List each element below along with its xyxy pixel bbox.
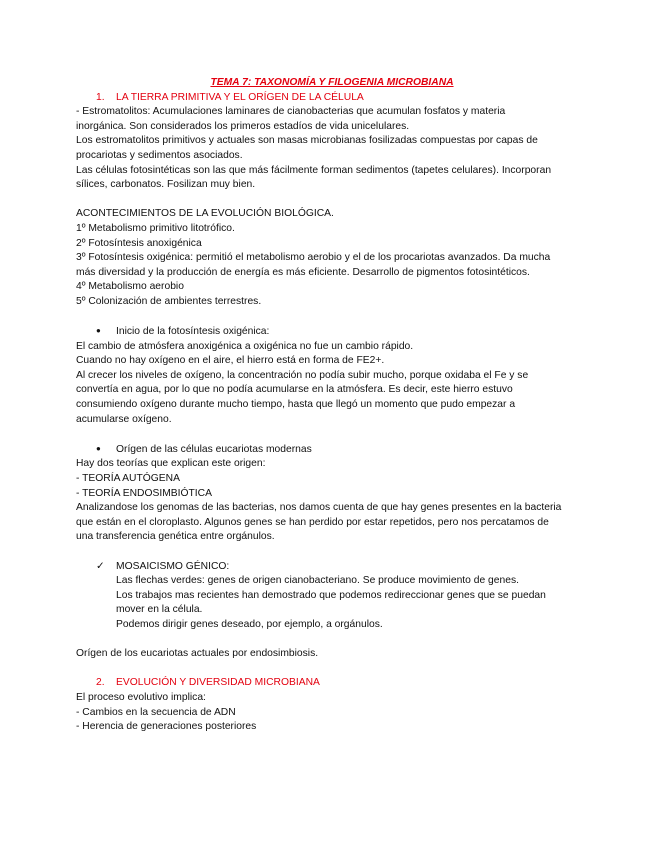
document-title: TEMA 7: TAXONOMÍA Y FILOGENIA MICROBIANA bbox=[210, 77, 454, 88]
bullet-label: Orígen de las células eucariotas modernas bbox=[116, 443, 312, 455]
event-item: 3º Fotosíntesis oxigénica: permitió el metabolismo aerobio y el de los procariotas avanzados. Da mucha bbox=[76, 252, 551, 264]
spacer bbox=[76, 545, 576, 560]
bullet-item bbox=[76, 324, 576, 340]
indented-line: Podemos dirigir genes deseado, por ejemplo, a orgánulos. bbox=[116, 618, 383, 630]
paragraph-line: El proceso evolutivo implica: bbox=[76, 691, 206, 703]
paragraph-line: Orígen de los eucariotas actuales por endosimbiosis. bbox=[76, 648, 319, 660]
checkmark-icon: ✓ bbox=[96, 560, 105, 572]
paragraph-line: Los estromatolitos primitivos y actuales son masas microbianas fosilizadas compuestas por capas de bbox=[76, 135, 538, 147]
paragraph-line: sílices, carbonatos. Fosilizan muy bien. bbox=[76, 179, 256, 191]
checklist-item bbox=[76, 560, 576, 575]
paragraph-line: convertía en agua, por lo que no podía acumularse en la atmósfera. Es decir, este hierro estuvo bbox=[76, 384, 513, 396]
paragraph-line: acumularse oxígeno. bbox=[76, 413, 172, 425]
checklist-label: MOSAICISMO GÉNICO: bbox=[116, 560, 230, 572]
subheading-events: ACONTECIMIENTOS DE LA EVOLUCIÓN BIOLÓGICA. bbox=[76, 208, 334, 220]
paragraph-line: - TEORÍA AUTÓGENA bbox=[76, 473, 180, 485]
indented-line: mover en la célula. bbox=[116, 604, 203, 616]
paragraph-line: una transferencia genética entre orgánulos. bbox=[76, 531, 275, 543]
paragraph-line: - Estromatolitos: Acumulaciones laminares de cianobacterias que acumulan fosfatos y materia bbox=[76, 106, 506, 118]
paragraph-line: Hay dos teorías que explican este origen: bbox=[76, 458, 266, 470]
event-item: 1º Metabolismo primitivo litotrófico. bbox=[76, 222, 235, 234]
event-item: más diversidad y la producción de energía es más eficiente. Desarrollo de pigmentos fotosintéticos. bbox=[76, 266, 530, 278]
indented-line: Las flechas verdes: genes de origen cianobacteriano. Se produce movimiento de genes. bbox=[116, 575, 519, 587]
paragraph-line: consumiendo oxígeno durante mucho tiempo, hasta que llegó un momento que pudo empezar a bbox=[76, 399, 516, 411]
spacer bbox=[76, 662, 576, 677]
spacer bbox=[76, 193, 576, 208]
bullet-icon: ● bbox=[96, 443, 101, 453]
paragraph-line: que están en el cloroplasto. Algunos genes se han perdido por estar repetidos, pero nos percatamos de bbox=[76, 516, 549, 528]
event-item: 4º Metabolismo aerobio bbox=[76, 281, 184, 293]
indented-line: Los trabajos mas recientes han demostrado que podemos redireccionar genes que se puedan bbox=[116, 589, 546, 601]
section-heading-2 bbox=[76, 676, 576, 691]
section-heading-1 bbox=[76, 91, 576, 106]
spacer bbox=[76, 310, 576, 325]
paragraph-line: Cuando no hay oxígeno en el aire, el hierro está en forma de FE2+. bbox=[76, 355, 385, 367]
section-title: EVOLUCIÓN Y DIVERSIDAD MICROBIANA bbox=[116, 677, 320, 689]
spacer bbox=[76, 427, 576, 442]
bullet-label: Inicio de la fotosíntesis oxigénica: bbox=[116, 326, 270, 338]
section-number: 2. bbox=[96, 677, 105, 689]
document-body bbox=[76, 76, 576, 735]
paragraph-line: - Cambios en la secuencia de ADN bbox=[76, 706, 236, 718]
paragraph-line: inorgánica. Son considerados los primeros estadíos de vida unicelulares. bbox=[76, 120, 410, 132]
section-title: LA TIERRA PRIMITIVA Y EL ORÍGEN DE LA CÉLULA bbox=[116, 91, 364, 103]
paragraph-line: Al crecer los niveles de oxígeno, la concentración no podía subir mucho, porque oxidaba el Fe y se bbox=[76, 369, 529, 381]
event-item: 5º Colonización de ambientes terrestres. bbox=[76, 295, 262, 307]
spacer bbox=[76, 633, 576, 648]
event-item: 2º Fotosíntesis anoxigénica bbox=[76, 237, 202, 249]
bullet-icon: ● bbox=[96, 326, 101, 336]
paragraph-line: Las células fotosintéticas son las que más fácilmente forman sedimentos (tapetes celulares). Incorporan bbox=[76, 164, 552, 176]
paragraph-line: El cambio de atmósfera anoxigénica a oxigénica no fue un cambio rápido. bbox=[76, 340, 414, 352]
paragraph-line: procariotas y sedimentos asociados. bbox=[76, 149, 243, 161]
bullet-item bbox=[76, 442, 576, 458]
paragraph-line: - Herencia de generaciones posteriores bbox=[76, 721, 257, 733]
paragraph-line: - TEORÍA ENDOSIMBIÓTICA bbox=[76, 487, 212, 499]
paragraph-line: Analizandose los genomas de las bacterias, nos damos cuenta de que hay genes presentes en la bacteria bbox=[76, 502, 562, 514]
section-number: 1. bbox=[96, 91, 105, 103]
